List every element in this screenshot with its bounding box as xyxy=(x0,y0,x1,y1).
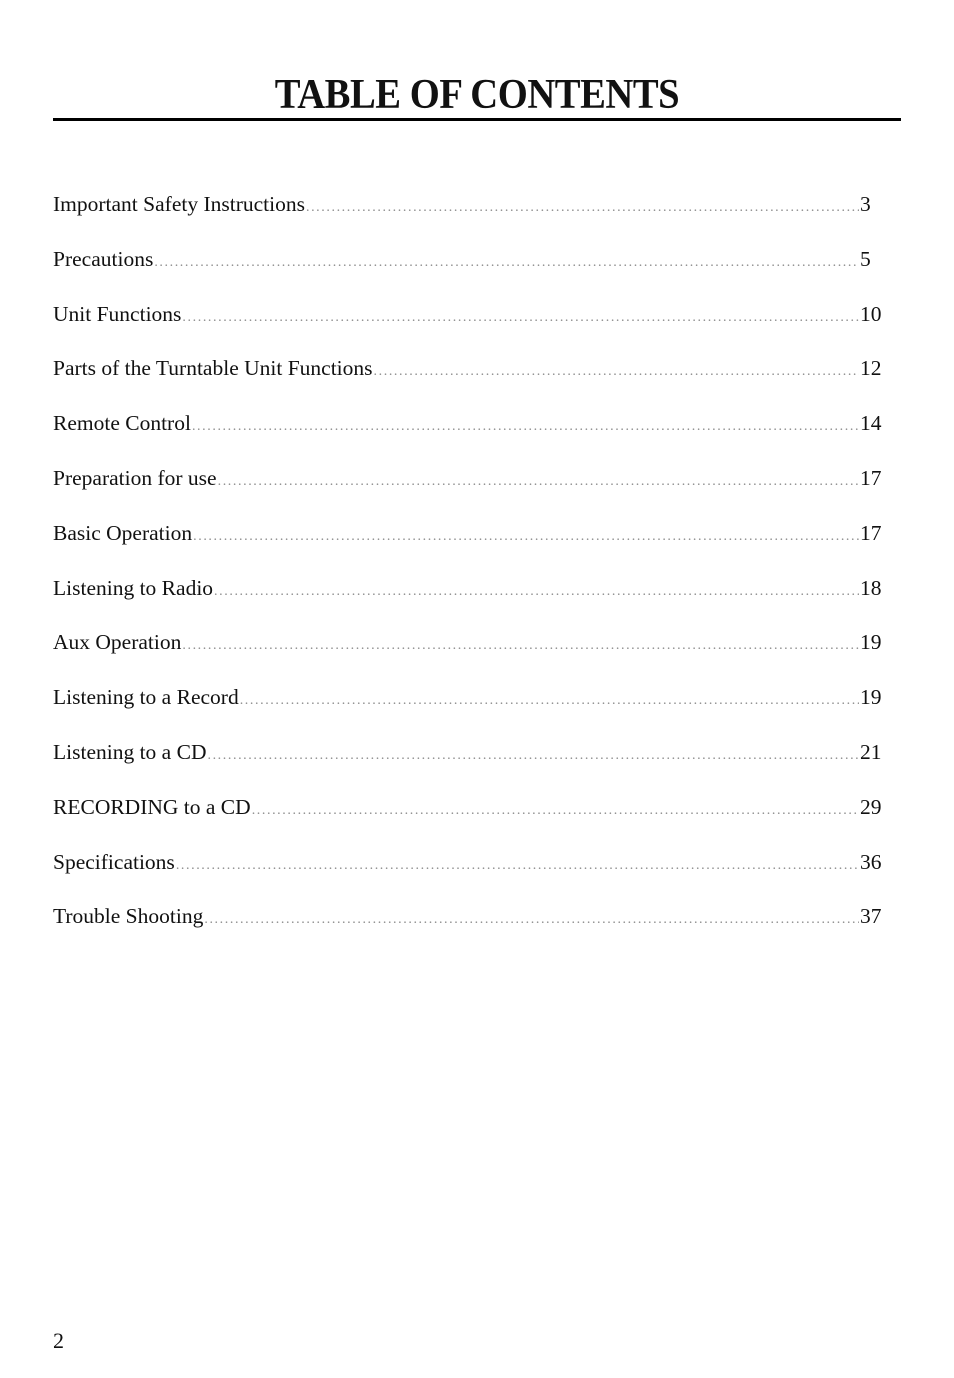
dot-leader xyxy=(182,628,859,664)
toc-entry-page: 17 xyxy=(860,465,882,490)
toc-entry-page: 17 xyxy=(860,520,882,545)
toc-entry-title: Important Safety Instructions xyxy=(53,192,305,216)
dot-leader xyxy=(214,574,859,610)
toc-entry-title: Trouble Shooting xyxy=(53,904,204,929)
dot-leader xyxy=(218,464,859,500)
toc-entry-title: Specifications xyxy=(53,849,175,874)
toc-entry-page: 19 xyxy=(860,685,882,710)
toc-entry-title: Listening to a CD xyxy=(53,739,207,764)
dot-leader xyxy=(193,519,859,555)
toc-entry-title: Unit Functions xyxy=(53,301,182,326)
toc-entry-listening-to-a-cd[interactable] xyxy=(53,734,884,789)
dot-leader xyxy=(207,738,859,774)
toc-entry-page: 21 xyxy=(860,739,882,764)
dot-leader xyxy=(176,848,859,884)
toc-entry-page: 10 xyxy=(860,301,882,326)
toc-entry-trouble-shooting[interactable] xyxy=(53,898,884,953)
toc-entry-precautions[interactable] xyxy=(53,241,884,296)
page-title: TABLE OF CONTENTS xyxy=(274,72,680,118)
toc-entry-remote-control[interactable] xyxy=(53,405,884,460)
toc-entry-title: Parts of the Turntable Unit Functions xyxy=(53,356,373,381)
toc-entry-page: 14 xyxy=(860,411,882,436)
toc-entry-title: Listening to Radio xyxy=(53,575,214,600)
toc-entry-unit-functions[interactable] xyxy=(53,296,884,351)
toc-entry-page: 3 xyxy=(860,192,871,216)
table-of-contents xyxy=(53,186,884,953)
toc-entry-page: 12 xyxy=(860,356,882,381)
page-number: 2 xyxy=(53,1328,64,1353)
toc-entry-title: Remote Control xyxy=(53,411,191,436)
toc-entry-page: 36 xyxy=(860,849,882,874)
toc-entry-specifications[interactable] xyxy=(53,844,884,899)
dot-leader xyxy=(240,683,859,719)
toc-entry-listening-to-a-record[interactable] xyxy=(53,679,884,734)
toc-entry-title: Precautions xyxy=(53,246,154,271)
toc-entry-page: 37 xyxy=(860,904,882,929)
title-divider xyxy=(53,118,901,121)
toc-entry-important-safety-instructions[interactable] xyxy=(53,186,884,241)
toc-entry-preparation-for-use[interactable] xyxy=(53,460,884,515)
dot-leader xyxy=(252,793,859,829)
toc-entry-title: Preparation for use xyxy=(53,465,217,490)
toc-entry-title: Listening to a Record xyxy=(53,685,239,710)
toc-entry-parts-of-turntable[interactable] xyxy=(53,350,884,405)
toc-entry-page: 29 xyxy=(860,794,882,819)
toc-entry-page: 18 xyxy=(860,575,882,600)
toc-entry-page: 19 xyxy=(860,630,882,655)
dot-leader xyxy=(374,354,859,390)
dot-leader xyxy=(154,245,859,281)
toc-entry-aux-operation[interactable] xyxy=(53,624,884,679)
toc-entry-title: Aux Operation xyxy=(53,630,182,655)
toc-entry-page: 5 xyxy=(860,246,871,271)
toc-entry-recording-to-a-cd[interactable] xyxy=(53,789,884,844)
dot-leader xyxy=(182,300,859,336)
dot-leader xyxy=(192,409,859,445)
dot-leader xyxy=(204,902,859,938)
dot-leader xyxy=(306,190,859,226)
toc-entry-title: Basic Operation xyxy=(53,520,193,545)
toc-entry-listening-to-radio[interactable] xyxy=(53,570,884,625)
toc-entry-title: RECORDING to a CD xyxy=(53,794,251,819)
toc-entry-basic-operation[interactable] xyxy=(53,515,884,570)
